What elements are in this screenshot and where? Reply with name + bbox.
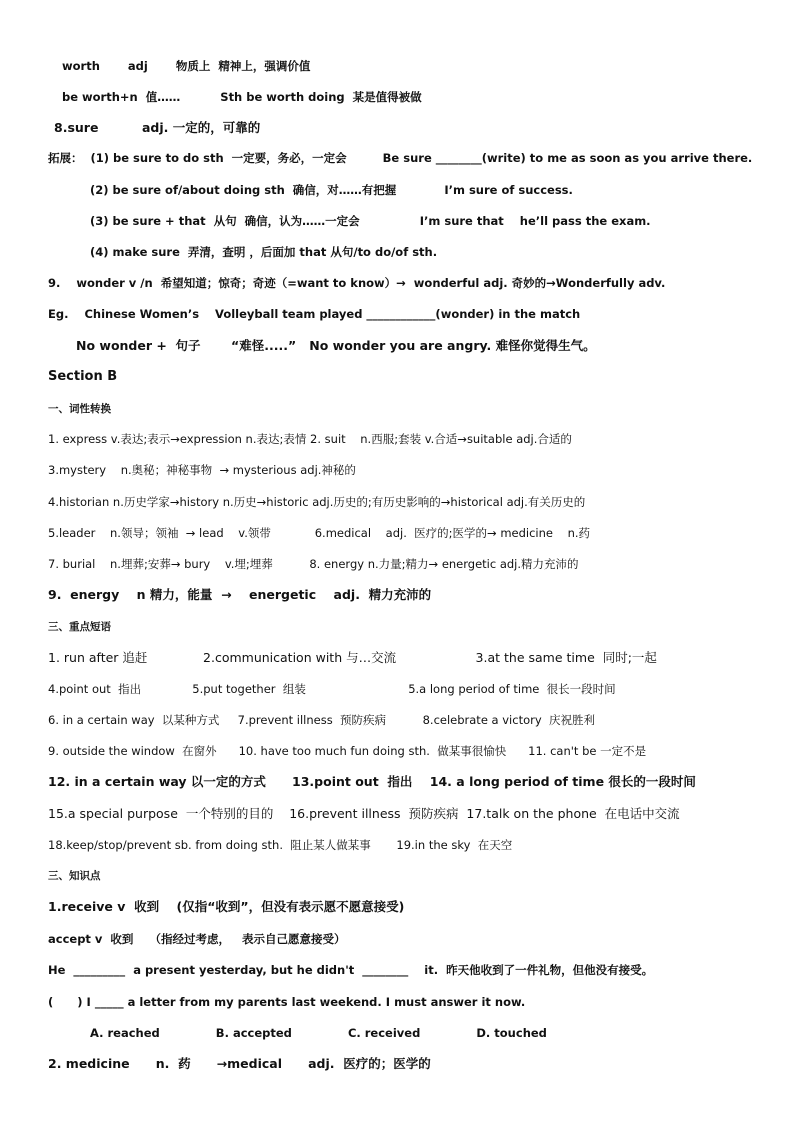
line-phrase-1: 1. run after 追赶 2.communication with 与…交流 3.at the same time 同时;一起 bbox=[48, 650, 657, 665]
line-vocab-5: 7. burial n.埋葬;安葬→ bury v.埋;埋葬 8. energy n.力量;精力→ energetic adj.精力充沛的 bbox=[48, 557, 579, 571]
line-phrase-7: 18.keep/stop/prevent sb. from doing sth. 阻止某人做某事 19.in the sky 在天空 bbox=[48, 838, 513, 852]
line-wonder: 9. wonder v /n 希望知道；惊奇；奇迹（=want to know）→ wonderful adj. 奇妙的→Wonderfully adv. bbox=[48, 276, 666, 290]
line-vocab-4: 5.leader n.领导；领袖 → lead v.领带 6.medical adj. 医疗的;医学的→ medicine n.药 bbox=[48, 526, 591, 540]
line-exercise-2: ( ) I _____ a letter from my parents last weekend. I must answer it now. bbox=[48, 995, 526, 1009]
heading-knowledge-points: 三、知识点 bbox=[48, 870, 101, 882]
line-no-wonder: No wonder + 句子 “难怪.....” No wonder you are angry. 难怪你觉得生气。 bbox=[76, 338, 596, 353]
section-title: Section B bbox=[48, 369, 118, 384]
line-vocab-6: 9. energy n 精力，能量 → energetic adj. 精力充沛的 bbox=[48, 587, 432, 602]
line-example: Eg. Chinese Women’s Volleyball team played ____________(wonder) in the match bbox=[48, 307, 581, 321]
line-expansion-3: (3) be sure + that 从句 确信，认为……一定会 I’m sure that he’ll pass the exam. bbox=[90, 214, 651, 228]
line-options: A. reached B. accepted C. received D. touched bbox=[90, 1026, 547, 1040]
line-expansion-2: (2) be sure of/about doing sth 确信，对……有把握 I’m sure of success. bbox=[90, 183, 573, 197]
line-phrase-3: 6. in a certain way 以某种方式 7.prevent illness 预防疾病 8.celebrate a victory 庆祝胜利 bbox=[48, 713, 595, 727]
line-phrase-4: 9. outside the window 在窗外 10. have too much fun doing sth. 做某事很愉快 11. can't be 一定不是 bbox=[48, 744, 647, 758]
line-phrase-5: 12. in a certain way 以一定的方式 13.point out 指出 14. a long period of time 很长的一段时间 bbox=[48, 774, 696, 789]
line-worth: worth adj 物质上 精神上，强调价值 bbox=[62, 59, 311, 73]
line-vocab-2: 3.mystery n.奥秘；神秘事物 → mysterious adj.神秘的 bbox=[48, 463, 356, 477]
line-phrase-2: 4.point out 指出 5.put together 组装 5.a long period of time 很长一段时间 bbox=[48, 682, 616, 696]
line-receive: 1.receive v 收到 (仅指“收到”，但没有表示愿不愿意接受) bbox=[48, 899, 405, 914]
line-exercise-1: He _________ a present yesterday, but he didn't ________ it. 昨天他收到了一件礼物，但他没有接受。 bbox=[48, 963, 654, 977]
line-phrase-6: 15.a special purpose 一个特别的目的 16.prevent illness 预防疾病 17.talk on the phone 在电话中交流 bbox=[48, 806, 680, 821]
line-vocab-3: 4.historian n.历史学家→history n.历史→historic adj.历史的;有历史影响的→historical adj.有关历史的 bbox=[48, 495, 586, 509]
line-sure: 8.sure adj. 一定的，可靠的 bbox=[54, 120, 261, 135]
line-be-worth: be worth+n 值…… Sth be worth doing 某是值得被做 bbox=[62, 90, 422, 104]
line-expansion-4: (4) make sure 弄清，查明 ，后面加 that 从句/to do/of sth. bbox=[90, 245, 438, 259]
heading-key-phrases: 三、重点短语 bbox=[48, 621, 111, 633]
line-vocab-1: 1. express v.表达;表示→expression n.表达;表情 2. suit n.西服;套装 v.合适→suitable adj.合适的 bbox=[48, 432, 572, 446]
line-medicine: 2. medicine n. 药 →medical adj. 医疗的；医学的 bbox=[48, 1056, 431, 1071]
line-accept: accept v 收到 （指经过考虑， 表示自己愿意接受） bbox=[48, 932, 346, 946]
heading-part-of-speech: 一、词性转换 bbox=[48, 403, 111, 415]
line-expansion-1: 拓展： (1) be sure to do sth 一定要，务必，一定会 Be sure ________(write) to me as soon as you arrive there. bbox=[48, 151, 753, 165]
